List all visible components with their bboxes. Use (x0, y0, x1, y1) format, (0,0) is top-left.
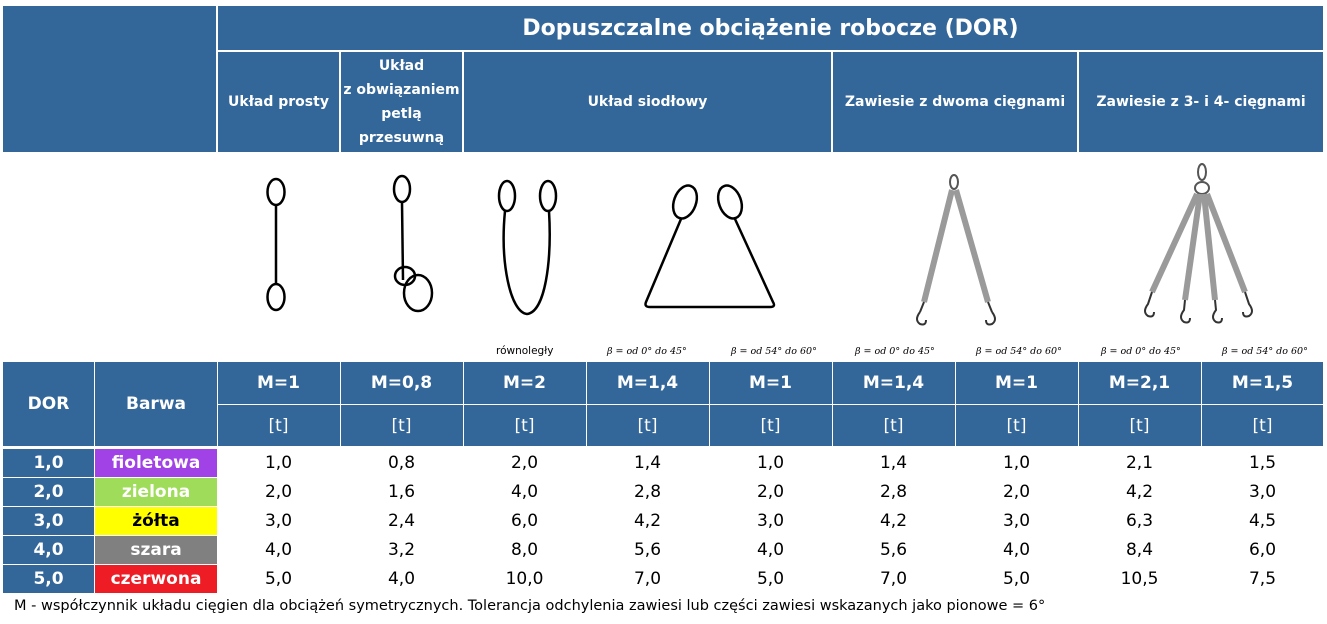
unit-header: [t] (1252, 416, 1273, 436)
table-cell: 3,0 (756, 511, 785, 531)
title-divider (1078, 52, 1079, 152)
table-cell: 5,6 (879, 540, 908, 560)
multi-leg-sling-icon (1145, 164, 1252, 323)
table-cell: 1,0 (1002, 453, 1031, 473)
m-factor-header: M=1,4 (862, 373, 925, 393)
table-cell: 2,4 (387, 511, 416, 531)
table-cell: 4,0 (387, 569, 416, 589)
dor-value: 3,0 (3, 507, 94, 535)
table-cell: 1,4 (633, 453, 662, 473)
dor-value: 1,0 (3, 449, 94, 477)
basket-triangle-icon (646, 182, 775, 307)
label-beta-multi-0-45: β = od 0° do 45° (1101, 346, 1181, 357)
table-cell: 3,0 (1248, 482, 1277, 502)
unit-header: [t] (1006, 416, 1027, 436)
col-header-multi-leg: Zawiesie z 3- i 4- cięgnami (1079, 52, 1323, 152)
unit-header: [t] (637, 416, 658, 436)
table-cell: 8,0 (510, 540, 539, 560)
color-column-header: Barwa (126, 394, 186, 414)
table-cell: 8,4 (1125, 540, 1154, 560)
table-cell: 5,0 (264, 569, 293, 589)
table-cell: 3,2 (387, 540, 416, 560)
table-cell: 10,5 (1120, 569, 1159, 589)
table-cell: 7,0 (633, 569, 662, 589)
table-cell: 6,3 (1125, 511, 1154, 531)
table-cell: 2,8 (633, 482, 662, 502)
dor-value: 2,0 (3, 478, 94, 506)
table-cell: 5,0 (756, 569, 785, 589)
table-cell: 4,0 (264, 540, 293, 560)
label-beta-two-0-45: β = od 0° do 45° (855, 346, 935, 357)
label-beta-multi-54-60: β = od 54° do 60° (1222, 346, 1308, 357)
table-cell: 6,0 (1248, 540, 1277, 560)
page-title: Dopuszczalne obciążenie robocze (DOR) (218, 6, 1323, 50)
table-cell: 1,6 (387, 482, 416, 502)
col-header-basket: Układ siodłowy (464, 52, 831, 152)
m-factor-header: M=1 (257, 373, 300, 393)
title-divider (340, 52, 341, 152)
header-left-blank (3, 6, 216, 152)
table-cell: 2,1 (1125, 453, 1154, 473)
two-leg-sling-icon (917, 175, 995, 325)
table-cell: 1,0 (264, 453, 293, 473)
table-cell: 5,0 (1002, 569, 1031, 589)
col-header-straight: Układ prosty (218, 52, 339, 152)
table-cell: 4,5 (1248, 511, 1277, 531)
col-header-choke: Układ z obwiązaniem petlą przesuwną (341, 52, 462, 152)
color-swatch: zielona (95, 478, 217, 506)
unit-header: [t] (760, 416, 781, 436)
table-cell: 4,0 (510, 482, 539, 502)
label-beta-basket-0-45: β = od 0° do 45° (607, 346, 687, 357)
header-divider (94, 362, 95, 446)
color-swatch: szara (95, 536, 217, 564)
choke-sling-icon (394, 176, 432, 311)
table-cell: 2,0 (510, 453, 539, 473)
title-divider (832, 52, 833, 152)
unit-header: [t] (883, 416, 904, 436)
color-swatch: czerwona (95, 565, 217, 593)
header-divider (218, 404, 1323, 405)
table-cell: 3,0 (1002, 511, 1031, 531)
footer-note: M - współczynnik układu cięgien dla obciążeń symetrycznych. Tolerancja odchylenia zawiesi lub części zawiesi wskazanych jako pionowe = 6° (14, 598, 1046, 614)
table-cell: 1,0 (756, 453, 785, 473)
table-cell: 0,8 (387, 453, 416, 473)
table-cell: 5,6 (633, 540, 662, 560)
table-cell: 4,2 (879, 511, 908, 531)
table-cell: 2,8 (879, 482, 908, 502)
table-cell: 4,0 (756, 540, 785, 560)
table-cell: 4,2 (1125, 482, 1154, 502)
title-divider (463, 52, 464, 152)
table-cell: 7,5 (1248, 569, 1277, 589)
color-swatch: fioletowa (95, 449, 217, 477)
sling-diagrams (0, 152, 1327, 362)
label-parallel: równoległy (496, 345, 554, 357)
m-factor-header: M=1,5 (1231, 373, 1294, 393)
unit-header: [t] (268, 416, 289, 436)
table-cell: 2,0 (1002, 482, 1031, 502)
title-divider (217, 6, 218, 152)
table-cell: 3,0 (264, 511, 293, 531)
table-cell: 2,0 (756, 482, 785, 502)
table-cell: 4,0 (1002, 540, 1031, 560)
table-cell: 1,4 (879, 453, 908, 473)
table-cell: 10,0 (505, 569, 544, 589)
label-beta-two-54-60: β = od 54° do 60° (976, 346, 1062, 357)
unit-header: [t] (391, 416, 412, 436)
straight-sling-icon (268, 179, 285, 310)
m-factor-header: M=0,8 (370, 373, 433, 393)
basket-parallel-icon (499, 181, 556, 314)
m-factor-header: M=1 (995, 373, 1038, 393)
dor-value: 5,0 (3, 565, 94, 593)
table-cell: 6,0 (510, 511, 539, 531)
m-factor-header: M=1 (749, 373, 792, 393)
col-header-two-leg: Zawiesie z dwoma cięgnami (833, 52, 1077, 152)
unit-header: [t] (514, 416, 535, 436)
m-factor-header: M=2 (503, 373, 546, 393)
dor-value: 4,0 (3, 536, 94, 564)
dor-column-header: DOR (27, 394, 70, 414)
table-cell: 1,5 (1248, 453, 1277, 473)
m-factor-header: M=2,1 (1108, 373, 1171, 393)
m-factor-header: M=1,4 (616, 373, 679, 393)
color-swatch: żółta (95, 507, 217, 535)
table-cell: 7,0 (879, 569, 908, 589)
table-cell: 2,0 (264, 482, 293, 502)
label-beta-basket-54-60: β = od 54° do 60° (731, 346, 817, 357)
unit-header: [t] (1129, 416, 1150, 436)
table-cell: 4,2 (633, 511, 662, 531)
